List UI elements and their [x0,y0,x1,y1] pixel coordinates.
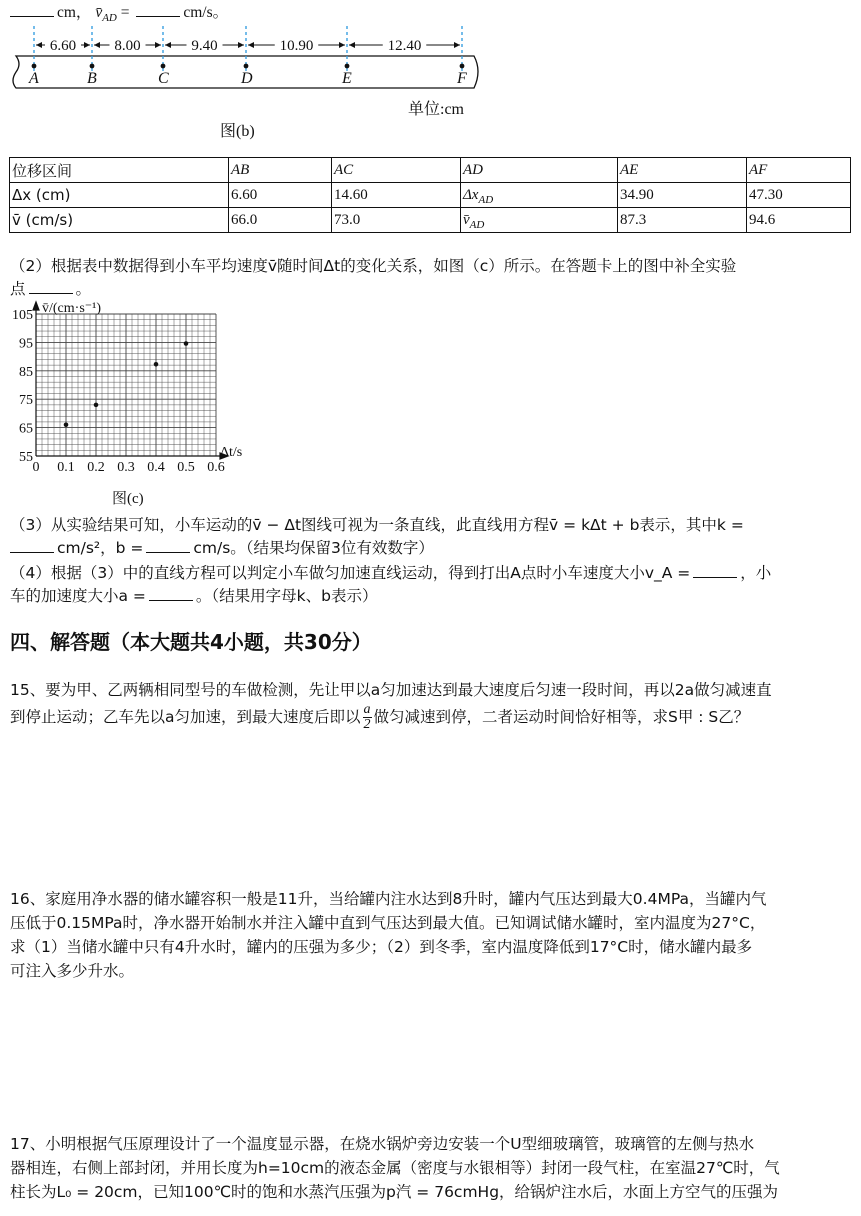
figure-c-chart [8,298,258,512]
vad-symbol: $v̄_{AD}$ [95,4,117,25]
unit-cm: cm， [57,4,92,21]
answer-blank[interactable] [149,586,193,601]
q4-line2: 车的加速度大小a = 。（结果用字母k、b表示） [10,587,378,605]
answer-blank[interactable] [10,2,54,17]
table-cell: AD [461,158,618,183]
table-row [10,208,851,233]
tape-dot [161,64,166,69]
tape-segment [94,37,161,54]
q15-line2: 到停止运动；乙车先以a匀加速，到最大速度后即以 $\frac{a}{2}$ 做匀减速到停，二者运动时间恰好相等，求S甲 : S乙？ [10,702,750,732]
q17-line2: 器相连，右侧上部封闭，并用长度为h=10cm的液态金属（密度与水银相等）封闭一段气柱，在室温27℃时，气 [10,1159,780,1177]
table-row [10,183,851,208]
tape-dot [460,64,465,69]
answer-blank[interactable] [146,538,190,553]
x-tick-label: 0.4 [147,460,165,475]
unit-label: 单位:cm [408,101,464,118]
figure-b-caption: 图(b) [220,123,255,140]
tape-dot [90,64,95,69]
q3-line1: （3）从实验结果可知，小车运动的v̄ − Δt图线可视为一条直线，此直线用方程v̄ = kΔt + b表示，其中k = [10,516,744,534]
q16-line1: 16、家庭用净水器的储水罐容积一般是11升，当给罐内注水达到8升时，罐内气压达到最大0.4MPa，当罐内气 [10,890,767,908]
table-cell: 94.6 [747,208,851,233]
table-cell: 6.60 [229,183,332,208]
table-cell: 34.90 [618,183,747,208]
table-cell: AF [747,158,851,183]
tape-segment [248,37,345,54]
tape-point-label: C [158,70,169,87]
q16-line2: 压低于0.15MPa时，净水器开始制水并注入罐中直到气压达到最大值。已知调试储水罐时，室内温度为27°C， [10,914,766,932]
table-cell: 73.0 [332,208,461,233]
section-title: 四、解答题（本大题共4小题，共30分） [10,630,372,654]
tape-dot [32,64,37,69]
table-cell: $v̄_{AD}$ [461,208,618,233]
q4-line1: （4）根据（3）中的直线方程可以判定小车做匀加速直线运动，得到打出A点时小车速度大小v_A = ，小 [10,564,772,582]
table-cell: $\Delta x_{AD}$ [461,183,618,208]
tape-point-label: E [342,70,352,87]
q16-line3: 求（1）当储水罐中只有4升水时，罐内的压强为多少；（2）到冬季，室内温度降低到17°C时，储水罐内最多 [10,938,753,956]
x-axis-label: Δt/s [220,445,243,460]
segment-length-label: 10.90 [279,38,314,54]
table-cell: AC [332,158,461,183]
fraction-a-over-2: $\frac{a}{2}$ [363,702,371,732]
y-axis-arrow [33,302,39,310]
x-tick-label: 0.1 [57,460,75,475]
data-point [94,403,99,408]
table-cell: AE [618,158,747,183]
answer-blank[interactable] [136,2,180,17]
tape-point-label: D [241,70,253,87]
y-tick-label: 85 [19,364,33,380]
tape-dot [244,64,249,69]
tape-dot [345,64,350,69]
data-point [154,362,159,367]
tape-segment [36,37,90,54]
segment-length-label: 8.00 [114,38,141,54]
table-cell: 位移区间 [10,158,229,183]
q17-line3: 柱长为L₀ = 20cm，已知100℃时的饱和水蒸汽压强为p汽 = 76cmHg，给锅炉注水后，水面上方空气的压强为 [10,1183,779,1201]
segment-length-label: 12.40 [387,38,422,54]
x-tick-label: 0.2 [87,460,105,475]
y-tick-label: 105 [12,308,33,323]
tape-segment [165,37,244,54]
q17-line1: 17、小明根据气压原理设计了一个温度显示器，在烧水锅炉旁边安装一个U型细玻璃管，玻璃管的左侧与热水 [10,1135,755,1153]
table-cell: 47.30 [747,183,851,208]
y-tick-label: 65 [19,421,33,437]
data-table [9,157,851,233]
table-row [10,158,851,183]
x-tick-label: 0.6 [207,460,225,475]
q3-line2: cm/s²，b = cm/s。（结果均保留3位有效数字） [10,537,434,559]
segment-length-label: 6.60 [49,38,77,54]
q15-line1: 15、要为甲、乙两辆相同型号的车做检测，先让甲以a匀加速达到最大速度后匀速一段时间，再以2a做匀减速直 [10,681,772,699]
tape-point-label: A [29,70,39,87]
table-cell: 87.3 [618,208,747,233]
table-cell: 66.0 [229,208,332,233]
q16-line4: 可注入多少升水。 [10,962,135,980]
answer-blank[interactable] [693,563,737,578]
y-tick-label: 75 [19,393,33,409]
x-tick-label: 0 [32,460,40,475]
table-cell: v̄ (cm/s) [10,208,229,233]
answer-blank[interactable] [10,538,54,553]
table-cell: 14.60 [332,183,461,208]
figure-c-caption: 图(c) [112,491,144,507]
tape-segment [349,37,460,54]
y-tick-label: 55 [19,450,33,465]
x-tick-label: 0.3 [117,460,135,475]
table-cell: AB [229,158,332,183]
q2-line1: （2）根据表中数据得到小车平均速度v̄随时间Δt的变化关系，如图（c）所示。在答题卡上的图中补全实验 [10,257,737,275]
table-cell: Δx (cm) [10,183,229,208]
equals-sign: = [120,4,130,21]
unit-cms: cm/s。 [183,4,229,21]
tape-point-label: F [457,70,467,87]
answer-blank[interactable] [29,279,73,294]
data-point [184,341,189,346]
x-tick-label: 0.5 [177,460,195,475]
data-point [64,422,69,427]
q2-line2: 点 。 [10,280,92,298]
tape-point-label: B [87,70,97,87]
segment-length-label: 9.40 [191,38,218,54]
y-tick-label: 95 [19,336,33,352]
y-axis-label: v̄/(cm·s⁻¹) [42,301,102,316]
